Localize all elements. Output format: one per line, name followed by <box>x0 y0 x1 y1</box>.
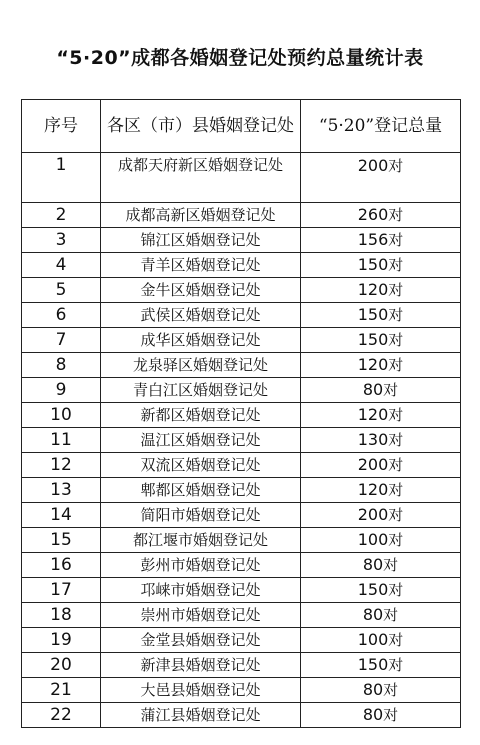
count-unit: 对 <box>383 606 399 624</box>
table-row <box>22 653 461 678</box>
row-count <box>301 378 461 403</box>
row-count <box>301 278 461 303</box>
row-index: 13 <box>22 478 101 503</box>
count-value: 80 <box>362 705 384 724</box>
table-row <box>22 228 461 253</box>
page-title: “5·20”成都各婚姻登记处预约总量统计表 <box>56 47 424 69</box>
table-row <box>22 553 461 578</box>
count-value: 156 <box>357 230 389 249</box>
count-value: 80 <box>362 555 384 574</box>
table-row <box>22 403 461 428</box>
count-unit: 对 <box>388 456 404 474</box>
row-count <box>301 653 461 678</box>
row-office: 金堂县婚姻登记处 <box>101 628 301 653</box>
count-unit: 对 <box>388 481 404 499</box>
row-count <box>301 553 461 578</box>
count-unit: 对 <box>388 406 404 424</box>
table-row <box>22 528 461 553</box>
row-index: 5 <box>22 278 101 303</box>
count-unit: 对 <box>388 581 404 599</box>
row-office: 金牛区婚姻登记处 <box>101 278 301 303</box>
table-row <box>22 153 461 203</box>
count-value: 100 <box>357 530 389 549</box>
table-row <box>22 253 461 278</box>
row-index: 15 <box>22 528 101 553</box>
row-office: 邛崃市婚姻登记处 <box>101 578 301 603</box>
row-index: 9 <box>22 378 101 403</box>
row-index: 7 <box>22 328 101 353</box>
row-office: 锦江区婚姻登记处 <box>101 228 301 253</box>
row-index: 4 <box>22 253 101 278</box>
row-count <box>301 203 461 228</box>
table-row <box>22 628 461 653</box>
row-office: 新都区婚姻登记处 <box>101 403 301 428</box>
table-row <box>22 353 461 378</box>
row-index: 20 <box>22 653 101 678</box>
row-office: 成都高新区婚姻登记处 <box>101 203 301 228</box>
row-index: 19 <box>22 628 101 653</box>
row-index: 8 <box>22 353 101 378</box>
row-index: 21 <box>22 678 101 703</box>
row-index: 18 <box>22 603 101 628</box>
row-count <box>301 428 461 453</box>
table-row <box>22 203 461 228</box>
row-count <box>301 453 461 478</box>
row-office: 简阳市婚姻登记处 <box>101 503 301 528</box>
row-count <box>301 478 461 503</box>
count-unit: 对 <box>388 506 404 524</box>
count-value: 150 <box>357 580 389 599</box>
row-office: 青羊区婚姻登记处 <box>101 253 301 278</box>
row-office: 都江堰市婚姻登记处 <box>101 528 301 553</box>
row-office: 武侯区婚姻登记处 <box>101 303 301 328</box>
header-index: 序号 <box>22 100 101 153</box>
table-row <box>22 478 461 503</box>
row-count <box>301 328 461 353</box>
row-office: 大邑县婚姻登记处 <box>101 678 301 703</box>
count-unit: 对 <box>388 231 404 249</box>
count-unit: 对 <box>383 556 399 574</box>
row-index: 12 <box>22 453 101 478</box>
row-count <box>301 678 461 703</box>
header-count: “5·20”登记总量 <box>301 100 461 153</box>
count-unit: 对 <box>388 531 404 549</box>
row-office: 蒲江县婚姻登记处 <box>101 703 301 728</box>
registration-table <box>21 99 461 728</box>
table-row <box>22 678 461 703</box>
count-unit: 对 <box>388 331 404 349</box>
count-value: 130 <box>357 430 389 449</box>
row-count <box>301 228 461 253</box>
count-unit: 对 <box>388 256 404 274</box>
row-count <box>301 628 461 653</box>
row-count <box>301 603 461 628</box>
count-value: 80 <box>362 380 384 399</box>
table-row <box>22 578 461 603</box>
row-count <box>301 503 461 528</box>
table-row <box>22 428 461 453</box>
table-row <box>22 303 461 328</box>
count-value: 150 <box>357 655 389 674</box>
table-row <box>22 703 461 728</box>
count-value: 150 <box>357 330 389 349</box>
row-office: 郫都区婚姻登记处 <box>101 478 301 503</box>
table-header-row <box>22 100 461 153</box>
row-index: 17 <box>22 578 101 603</box>
row-office: 温江区婚姻登记处 <box>101 428 301 453</box>
row-count <box>301 303 461 328</box>
row-index: 1 <box>22 153 101 203</box>
count-value: 120 <box>357 355 389 374</box>
row-index: 6 <box>22 303 101 328</box>
count-value: 200 <box>357 156 389 175</box>
table-row <box>22 378 461 403</box>
row-office: 成华区婚姻登记处 <box>101 328 301 353</box>
header-office: 各区（市）县婚姻登记处 <box>101 100 301 153</box>
count-unit: 对 <box>388 656 404 674</box>
count-unit: 对 <box>388 157 404 175</box>
row-count <box>301 703 461 728</box>
count-value: 120 <box>357 280 389 299</box>
count-unit: 对 <box>383 706 399 724</box>
table-row <box>22 603 461 628</box>
count-value: 120 <box>357 480 389 499</box>
count-unit: 对 <box>388 631 404 649</box>
count-unit: 对 <box>383 681 399 699</box>
row-office: 成都天府新区婚姻登记处 <box>101 153 301 203</box>
table-body <box>22 153 461 728</box>
count-value: 120 <box>357 405 389 424</box>
count-unit: 对 <box>388 281 404 299</box>
row-count <box>301 528 461 553</box>
row-office: 双流区婚姻登记处 <box>101 453 301 478</box>
row-office: 青白江区婚姻登记处 <box>101 378 301 403</box>
count-value: 260 <box>357 205 389 224</box>
row-index: 2 <box>22 203 101 228</box>
table-row <box>22 278 461 303</box>
row-count <box>301 403 461 428</box>
row-index: 11 <box>22 428 101 453</box>
count-unit: 对 <box>383 381 399 399</box>
row-office: 龙泉驿区婚姻登记处 <box>101 353 301 378</box>
count-value: 200 <box>357 455 389 474</box>
count-unit: 对 <box>388 206 404 224</box>
count-value: 200 <box>357 505 389 524</box>
table-row <box>22 328 461 353</box>
row-index: 3 <box>22 228 101 253</box>
row-index: 16 <box>22 553 101 578</box>
row-office: 新津县婚姻登记处 <box>101 653 301 678</box>
row-count <box>301 578 461 603</box>
count-unit: 对 <box>388 431 404 449</box>
row-count <box>301 353 461 378</box>
count-unit: 对 <box>388 306 404 324</box>
row-index: 10 <box>22 403 101 428</box>
count-value: 150 <box>357 255 389 274</box>
row-index: 22 <box>22 703 101 728</box>
count-value: 80 <box>362 605 384 624</box>
row-count <box>301 253 461 278</box>
count-unit: 对 <box>388 356 404 374</box>
row-count <box>301 153 461 203</box>
row-office: 崇州市婚姻登记处 <box>101 603 301 628</box>
count-value: 150 <box>357 305 389 324</box>
table-row <box>22 503 461 528</box>
count-value: 80 <box>362 680 384 699</box>
row-index: 14 <box>22 503 101 528</box>
row-office: 彭州市婚姻登记处 <box>101 553 301 578</box>
count-value: 100 <box>357 630 389 649</box>
table-row <box>22 453 461 478</box>
